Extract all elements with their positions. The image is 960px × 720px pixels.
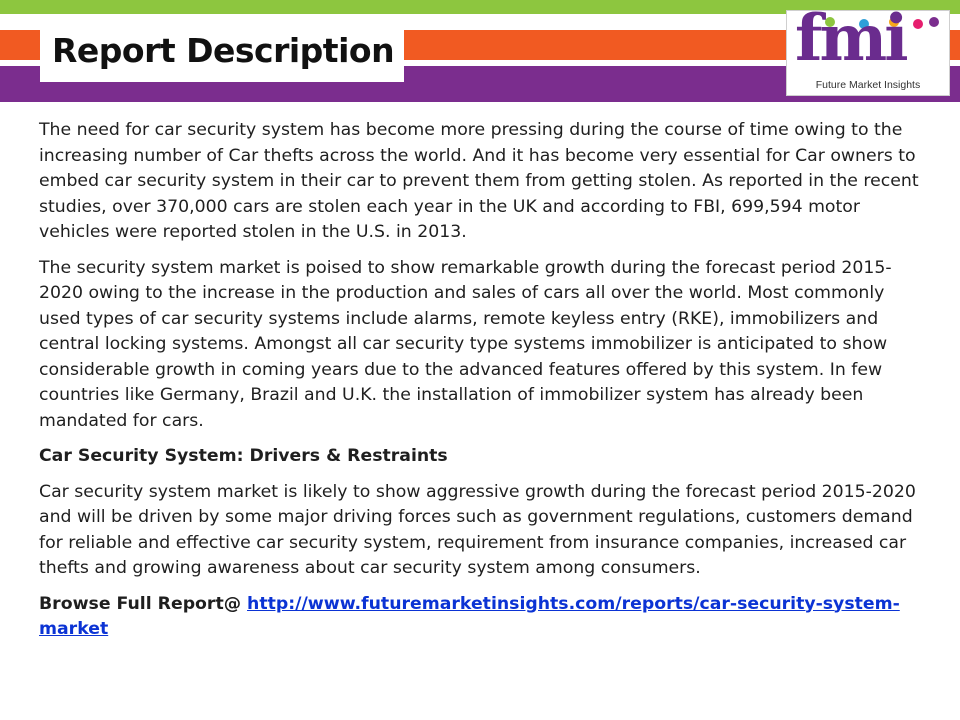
browse-label: Browse Full Report@ (39, 593, 248, 614)
section-heading: Car Security System: Drivers & Restraints (39, 446, 448, 466)
page-title: Report Description (52, 30, 395, 70)
browse-report-line (39, 592, 919, 643)
paragraph-intro: The need for car security system has become more pressing during the course of time owing to the increasing number of Car thefts across the world. And it has become very essential for Car owners to embed car security system in their car to prevent them from getting stolen. As reported in the recent studies, over 370,000 cars are stolen each year in the UK and according to FBI, 699,594 motor vehicles were reported stolen in the U.S. in 2013. (39, 120, 919, 242)
logo-tagline: Future Market Insights (815, 79, 921, 91)
company-logo (786, 1, 950, 96)
paragraph-market: The security system market is poised to show remarkable growth during the forecast period 2015-2020 owing to the increase in the production and sales of cars all over the world. Most commonly used types of car security systems include alarms, remote keyless entry (RKE), immobilizers and central locking systems. Amongst all car security type systems immobilizer is anticipated to show considerable growth in coming years due to the advanced features offered by this system. In few countries like Germany, Brazil and U.K. the installation of immobilizer system has already been mandated for cars. (39, 257, 892, 431)
paragraph-drivers: Car security system market is likely to show aggressive growth during the forecast period 2015-2020 and will be driven by some major driving forces such as government regulations, customers demand for reliable and effective car security system, requirement from insurance companies, increased car thefts and growing awareness about car security system among consumers. (39, 481, 916, 578)
report-description-body (39, 118, 919, 653)
report-link[interactable]: http://www.futuremarketinsights.com/reports/car-security-system-market (39, 593, 900, 639)
title-box (40, 18, 404, 82)
logo-letters: fmi (795, 1, 906, 76)
